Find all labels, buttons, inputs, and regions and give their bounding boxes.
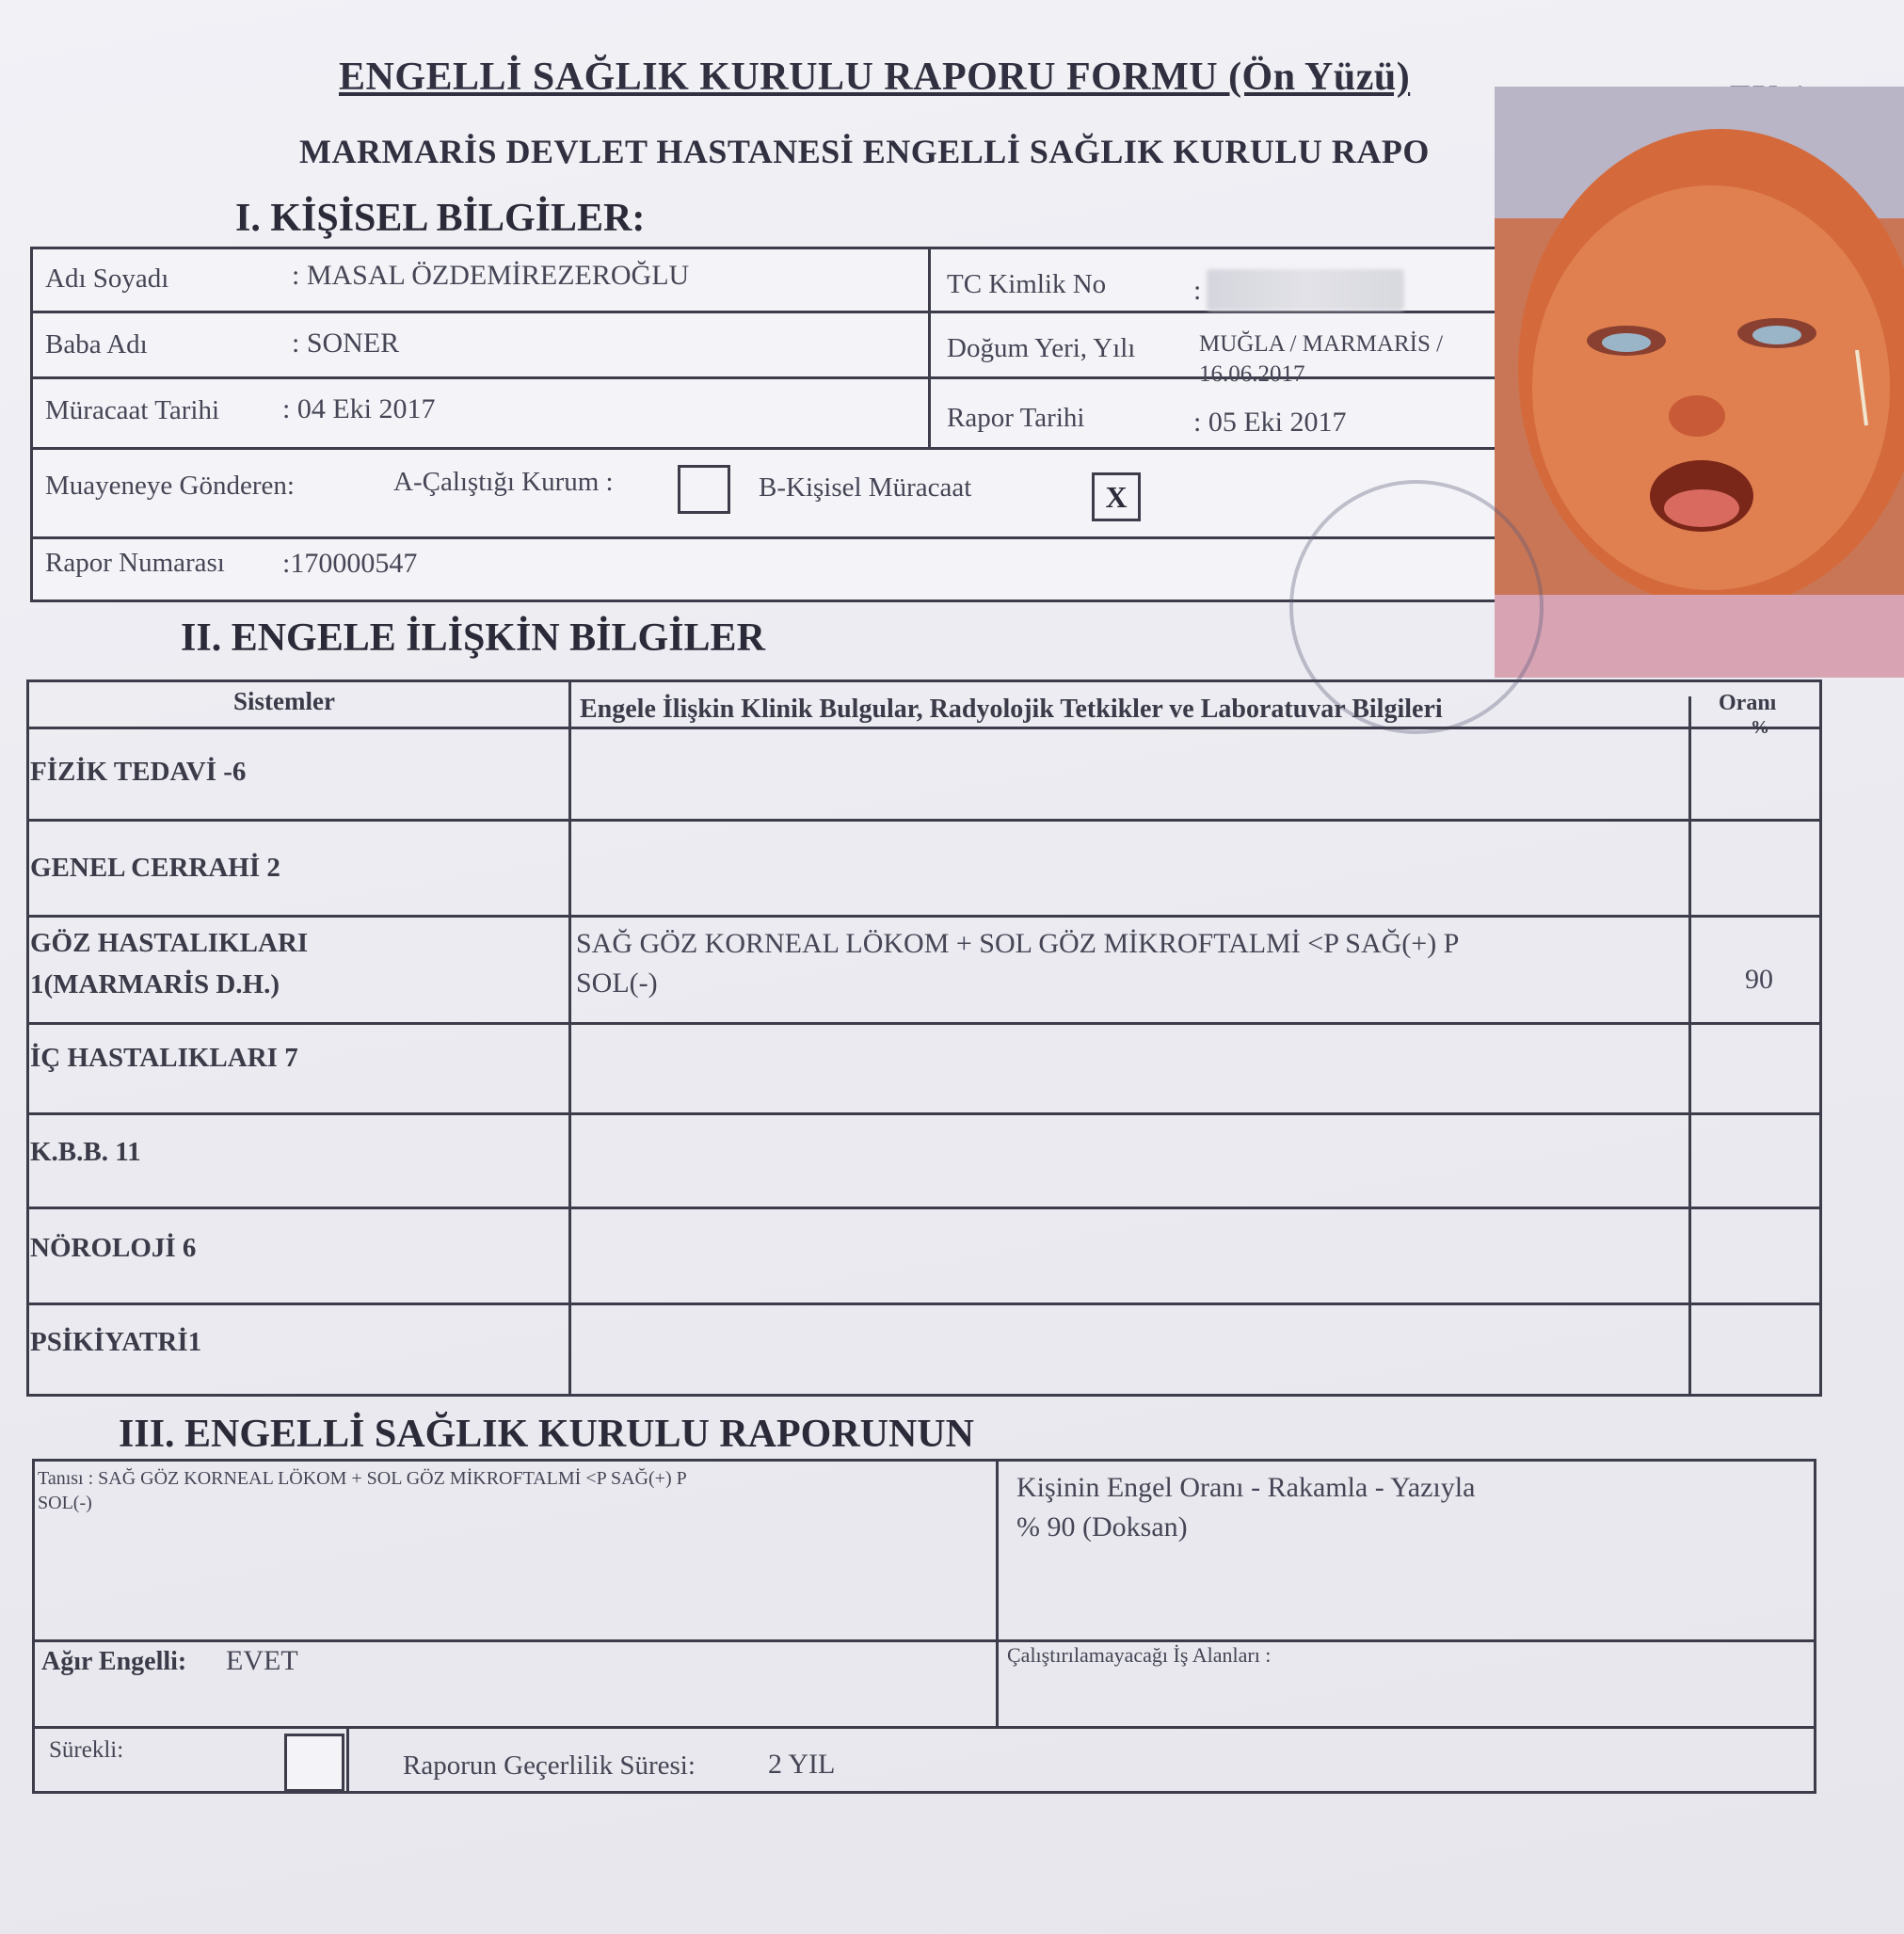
birth-label: Doğum Yeri, Yılı [947,333,1136,363]
permanent-checkbox[interactable] [284,1734,344,1792]
report-heading: III. ENGELLİ SAĞLIK KURULU RAPORUNUN [119,1413,974,1456]
report-date-label: Rapor Tarihi [947,403,1085,433]
col-rate-header: Oranı [1719,691,1777,715]
row-findings-2: SAĞ GÖZ KORNEAL LÖKOM + SOL GÖZ MİKROFTALMİ <P SAĞ(+) P [576,928,1460,959]
report-date-value: : 05 Eki 2017 [1193,407,1347,438]
birth-place-value: MUĞLA / MARMARİS / [1199,331,1444,357]
disability-heading: II. ENGELE İLİŞKİN BİLGİLER [181,616,765,660]
severe-disability-label: Ağır Engelli: [41,1647,187,1676]
col-findings-header: Engele İlişkin Klinik Bulgular, Radyolojik Tetkikler ve Laboratuvar Bilgileri [580,695,1443,724]
personal-heading: I. KİŞİSEL BİLGİLER: [235,197,646,240]
row-system-1: GENEL CERRAHİ 2 [30,853,280,883]
application-date-value: : 04 Eki 2017 [282,393,436,424]
diagnosis-text-line2: SOL(-) [38,1493,92,1513]
row-system-0: FİZİK TEDAVİ -6 [30,757,247,787]
validity-label: Raporun Geçerlilik Süresi: [403,1750,696,1781]
hospital-subtitle: MARMARİS DEVLET HASTANESİ ENGELLİ SAĞLIK KURULU RAPO [299,133,1430,170]
tc-value: : [1193,275,1202,306]
row-system-2: GÖZ HASTALIKLARI [30,928,309,958]
row-system-2-line2: 1(MARMARİS D.H.) [30,969,280,999]
redaction-blur [1207,269,1404,311]
child-photo [1495,87,1904,678]
col-systems-header: Sistemler [233,687,335,715]
father-value: : SONER [292,328,400,359]
col-rate-unit: % [1751,717,1769,738]
disability-table [26,679,1822,1397]
option-a-label: A-Çalıştığı Kurum : [393,467,614,497]
row-system-6: PSİKİYATRİ1 [30,1327,202,1357]
row-system-4: K.B.B. 11 [30,1137,141,1167]
name-value: : MASAL ÖZDEMİREZEROĞLU [292,260,690,291]
row-system-5: NÖROLOJİ 6 [30,1233,197,1263]
disability-rate-label: Kişinin Engel Oranı - Rakamla - Yazıyla [1016,1472,1476,1503]
row-rate-2: 90 [1745,964,1773,995]
option-b-checkbox[interactable]: X [1092,472,1141,521]
diagnosis-text: Tanısı : SAĞ GÖZ KORNEAL LÖKOM + SOL GÖZ MİKROFTALMİ <P SAĞ(+) P [38,1468,687,1489]
row-findings-2-line2: SOL(-) [576,967,658,999]
row-system-3: İÇ HASTALIKLARI 7 [30,1043,298,1073]
name-label: Adı Soyadı [45,264,169,294]
birth-year-value: 16.06.2017 [1199,361,1305,387]
disability-rate-value: % 90 (Doksan) [1016,1511,1188,1542]
option-a-checkbox[interactable] [678,465,730,514]
severe-disability-value: EVET [226,1645,298,1676]
report-number-value: :170000547 [282,548,418,579]
child-photo-image [1495,87,1904,678]
referral-label: Muayeneye Gönderen: [45,471,295,501]
tc-label: TC Kimlik No [947,269,1107,299]
report-number-label: Rapor Numarası [45,548,225,578]
application-date-label: Müracaat Tarihi [45,395,220,425]
option-b-label: B-Kişisel Müracaat [759,472,972,503]
permanent-label: Sürekli: [49,1737,124,1763]
form-title: ENGELLİ SAĞLIK KURULU RAPORU FORMU (Ön Yüzü) [339,56,1411,99]
cannot-work-label: Çalıştırılamayacağı İş Alanları : [1007,1643,1272,1667]
validity-value: 2 YIL [768,1749,836,1780]
father-label: Baba Adı [45,329,148,360]
